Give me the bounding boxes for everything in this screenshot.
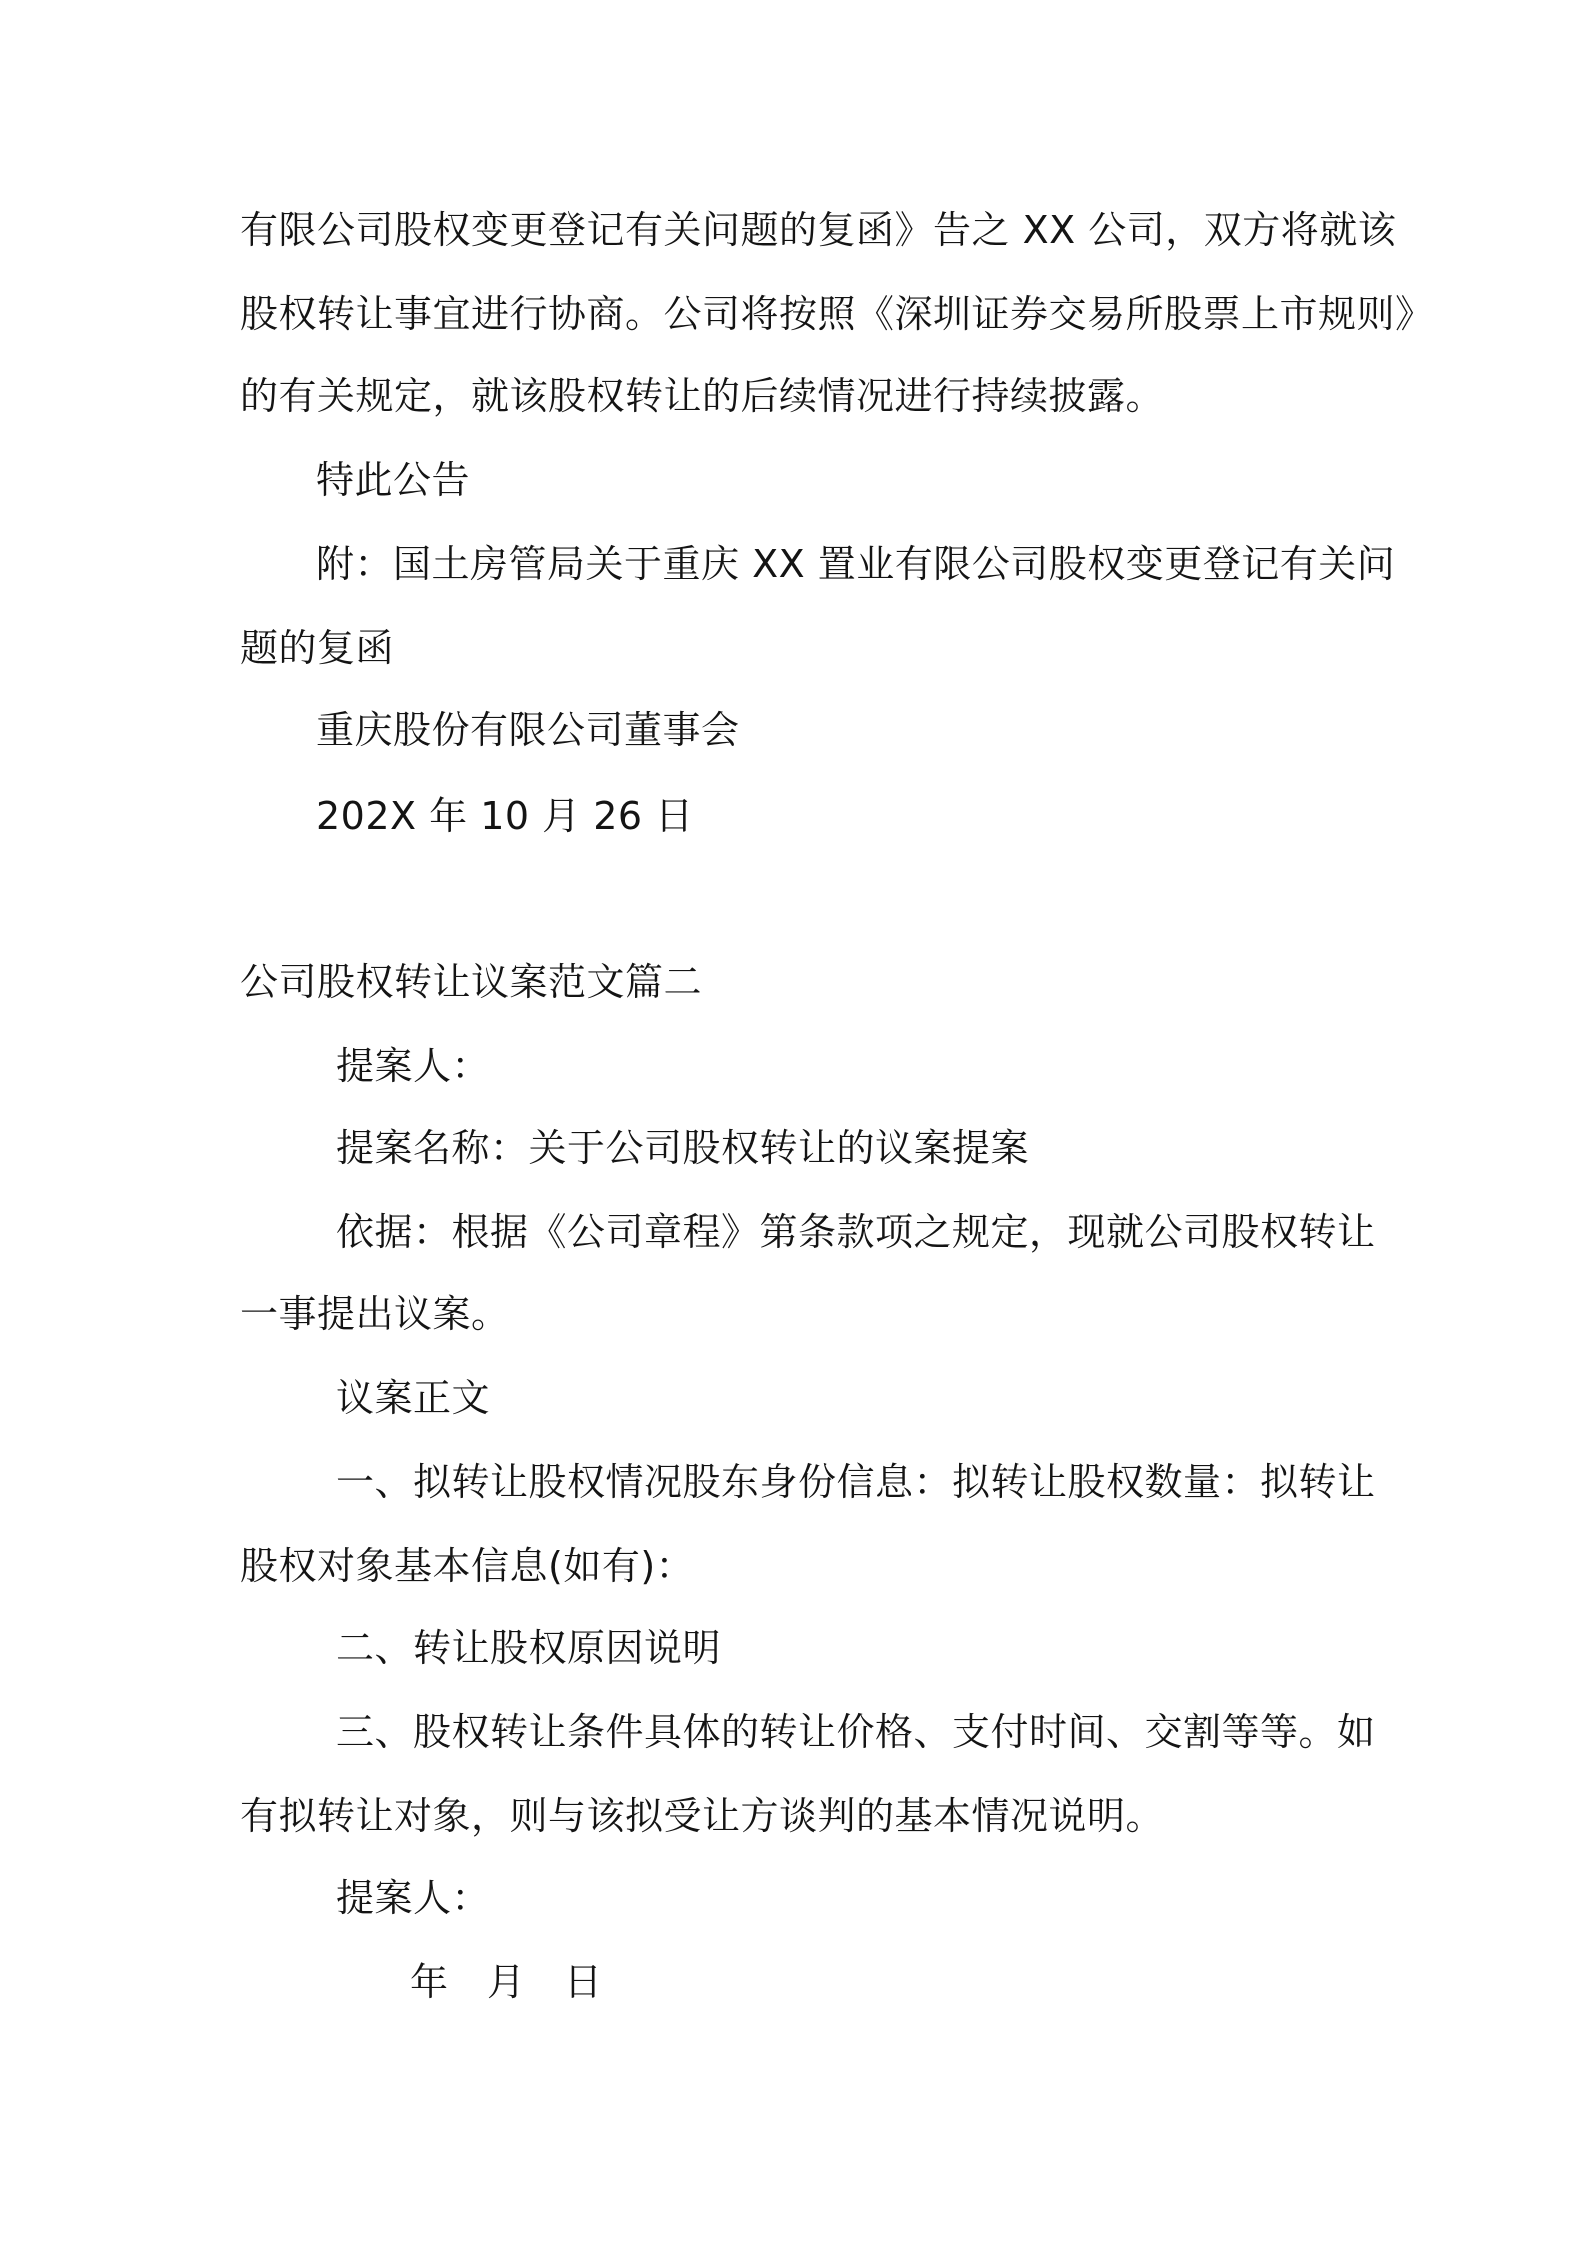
proposer-label: 提案人： xyxy=(336,1044,491,1088)
notice-line: 特此公告 xyxy=(316,458,471,502)
proposal-name: 提案名称：关于公司股权转让的议案提案 xyxy=(336,1126,1030,1170)
paragraph-line: 股权转让事宜进行协商。公司将按照《深圳证券交易所股票上市规则》 xyxy=(240,292,1434,336)
attachment-line: 附：国土房管局关于重庆 XX 置业有限公司股权变更登记有关问 xyxy=(316,542,1396,586)
item-line: 二、转让股权原因说明 xyxy=(336,1626,722,1670)
paragraph-line: 有限公司股权变更登记有关问题的复函》告之 XX 公司，双方将就该 xyxy=(240,208,1397,252)
item-line: 一、拟转让股权情况股东身份信息：拟转让股权数量：拟转让 xyxy=(336,1460,1376,1504)
section-title: 公司股权转让议案范文篇二 xyxy=(240,960,703,1004)
basis-line: 一事提出议案。 xyxy=(240,1292,510,1336)
item-line: 有拟转让对象，则与该拟受让方谈判的基本情况说明。 xyxy=(240,1794,1165,1838)
body-heading: 议案正文 xyxy=(336,1376,491,1420)
date-line: 202X 年 10 月 26 日 xyxy=(316,794,694,838)
signature-line: 重庆股份有限公司董事会 xyxy=(316,708,740,752)
attachment-line: 题的复函 xyxy=(240,626,395,670)
item-line: 三、股权转让条件具体的转让价格、支付时间、交割等等。如 xyxy=(336,1710,1376,1754)
item-line: 股权对象基本信息(如有)： xyxy=(240,1544,695,1588)
basis-line: 依据：根据《公司章程》第条款项之规定，现就公司股权转让 xyxy=(336,1210,1376,1254)
paragraph-line: 的有关规定，就该股权转让的后续情况进行持续披露。 xyxy=(240,374,1165,418)
proposer-label-end: 提案人： xyxy=(336,1876,491,1920)
date-blank-line: 年 月 日 xyxy=(410,1960,603,2004)
